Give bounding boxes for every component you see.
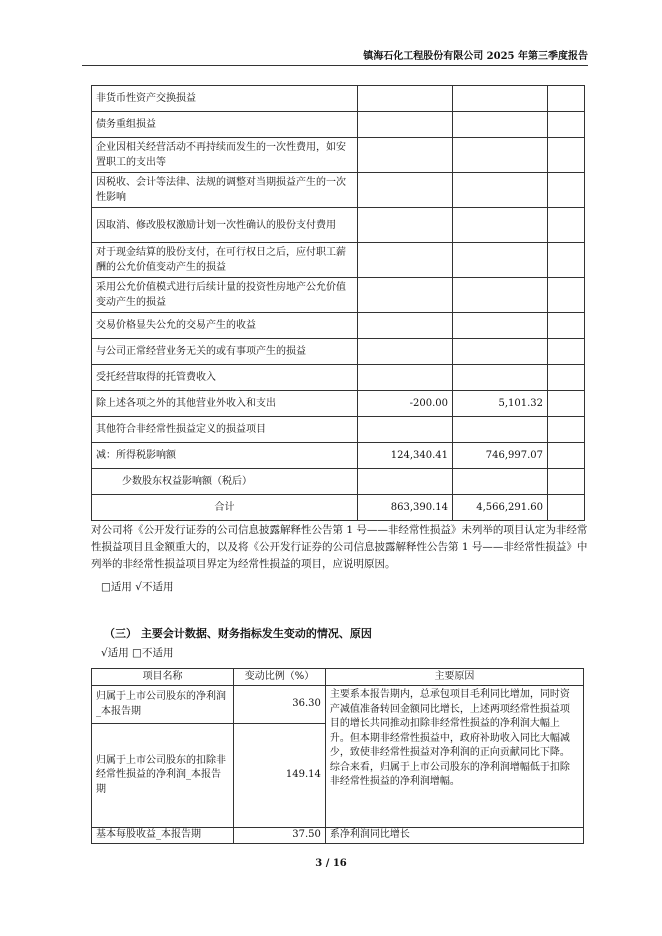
table-row [92, 173, 585, 208]
year-to-date-amount [453, 365, 548, 391]
note-cell [548, 365, 585, 391]
current-period-amount [358, 339, 453, 365]
year-to-date-amount [453, 469, 548, 495]
table-row [92, 417, 585, 443]
note-cell [548, 391, 585, 417]
table-row [92, 208, 585, 243]
item-label: 对于现金结算的股份支付，在可行权日之后，应付职工薪酬的公允价值变动产生的损益 [92, 243, 358, 278]
table2-header-row [92, 669, 584, 686]
item-label: 其他符合非经常性损益定义的损益项目 [92, 417, 358, 443]
item-label: 采用公允价值模式进行后续计量的投资性房地产公允价值变动产生的损益 [92, 278, 358, 313]
current-period-amount [358, 138, 453, 173]
note-cell [548, 278, 585, 313]
item-label: 与公司正常经营业务无关的或有事项产生的损益 [92, 339, 358, 365]
current-period-amount [358, 112, 453, 138]
change-reasons-table [91, 668, 584, 844]
item-label: 因税收、会计等法律、法规的调整对当期损益产生的一次性影响 [92, 173, 358, 208]
note-cell [548, 173, 585, 208]
current-period-amount [358, 278, 453, 313]
note-cell [548, 86, 585, 112]
note-cell [548, 313, 585, 339]
year-to-date-amount [453, 339, 548, 365]
year-to-date-amount [453, 313, 548, 339]
table-row [92, 339, 585, 365]
note-cell [548, 417, 585, 443]
year-to-date-amount: 746,997.07 [453, 443, 548, 469]
year-to-date-amount [453, 278, 548, 313]
item-label: 债务重组损益 [92, 112, 358, 138]
year-to-date-amount [453, 112, 548, 138]
item-label: 少数股东权益影响额（税后） [92, 469, 358, 495]
note-cell [548, 112, 585, 138]
current-period-amount [358, 173, 453, 208]
item-name: 归属于上市公司股东的扣除非经常性损益的净利润_本报告期 [92, 724, 234, 828]
note-cell [548, 443, 585, 469]
non-recurring-items-table [91, 85, 585, 521]
note-cell [548, 495, 585, 521]
main-reason: 系净利润同比增长 [325, 828, 583, 844]
table-row [92, 86, 585, 112]
item-label: 合计 [92, 495, 358, 521]
col-header-name: 项目名称 [92, 669, 234, 686]
item-name: 归属于上市公司股东的净利润_本报告期 [92, 686, 234, 724]
table-row [92, 278, 585, 313]
main-reason: 主要系本报告期内，总承包项目毛利同比增加，同时资产减值准备转回金额同比增长，上述两项经常性损益项目的增长共同推动扣除非经常性损益的净利润大幅上升。但本期非经常性损益中，政府补助收入同比大幅减少，致使非经常性损益对净利润的正向贡献同比下降。综合来看，归属于上市公司股东的净利润增幅低于扣除非经常性损益的净利润增幅。 [325, 686, 583, 828]
page-number: 3 / 16 [315, 858, 347, 869]
note-cell [548, 138, 585, 173]
table-row [92, 469, 585, 495]
table-row [92, 443, 585, 469]
year-to-date-amount [453, 173, 548, 208]
note-cell [548, 208, 585, 243]
table-row [92, 243, 585, 278]
note-cell [548, 469, 585, 495]
item-label: 企业因相关经营活动不再持续而发生的一次性费用，如安置职工的支出等 [92, 138, 358, 173]
item-name: 基本每股收益_本报告期 [92, 828, 234, 844]
explanation-paragraph: 对公司将《公开发行证券的公司信息披露解释性公告第 1 号——非经常性损益》未列举的项目认定为非经常性损益项目且金额重大的，以及将《公开发行证券的公司信息披露解释性公告第 1 号——非经常性损益》中列举的非经常性损益项目界定为经常性损益的项目，应说明原因。 [91, 524, 588, 570]
current-period-amount [358, 417, 453, 443]
col-header-ratio: 变动比例（%） [234, 669, 326, 686]
year-to-date-amount [453, 86, 548, 112]
current-period-amount [358, 208, 453, 243]
current-period-amount: 124,340.41 [358, 443, 453, 469]
note-cell [548, 339, 585, 365]
current-period-amount [358, 243, 453, 278]
change-ratio: 36.30 [234, 686, 326, 724]
year-to-date-amount [453, 208, 548, 243]
item-label: 因取消、修改股权激励计划一次性确认的股份支付费用 [92, 208, 358, 243]
note-cell [548, 243, 585, 278]
applicability-check-2: √适用 □不适用 [101, 647, 174, 659]
change-ratio: 37.50 [234, 828, 326, 844]
col-header-reason: 主要原因 [325, 669, 583, 686]
item-label: 非货币性资产交换损益 [92, 86, 358, 112]
change-ratio: 149.14 [234, 724, 326, 828]
table2-row [92, 686, 584, 724]
applicability-check-1: □适用 √不适用 [101, 581, 174, 593]
table-row [92, 365, 585, 391]
current-period-amount: 863,390.14 [358, 495, 453, 521]
item-label: 交易价格显失公允的交易产生的收益 [92, 313, 358, 339]
current-period-amount [358, 365, 453, 391]
item-label: 受托经营取得的托管费收入 [92, 365, 358, 391]
current-period-amount [358, 469, 453, 495]
table-row [92, 495, 585, 521]
table-row [92, 112, 585, 138]
table-row [92, 313, 585, 339]
table-row [92, 391, 585, 417]
page-header: 镇海石化工程股份有限公司 2025 年第三季度报告 [82, 47, 588, 66]
current-period-amount [358, 313, 453, 339]
table-row [92, 138, 585, 173]
current-period-amount: -200.00 [358, 391, 453, 417]
year-to-date-amount: 5,101.32 [453, 391, 548, 417]
section-title: （三） 主要会计数据、财务指标发生变动的情况、原因 [104, 627, 372, 640]
table2-row [92, 828, 584, 844]
current-period-amount [358, 86, 453, 112]
year-to-date-amount [453, 417, 548, 443]
item-label: 除上述各项之外的其他营业外收入和支出 [92, 391, 358, 417]
year-to-date-amount [453, 138, 548, 173]
year-to-date-amount [453, 243, 548, 278]
item-label: 减：所得税影响额 [92, 443, 358, 469]
year-to-date-amount: 4,566,291.60 [453, 495, 548, 521]
